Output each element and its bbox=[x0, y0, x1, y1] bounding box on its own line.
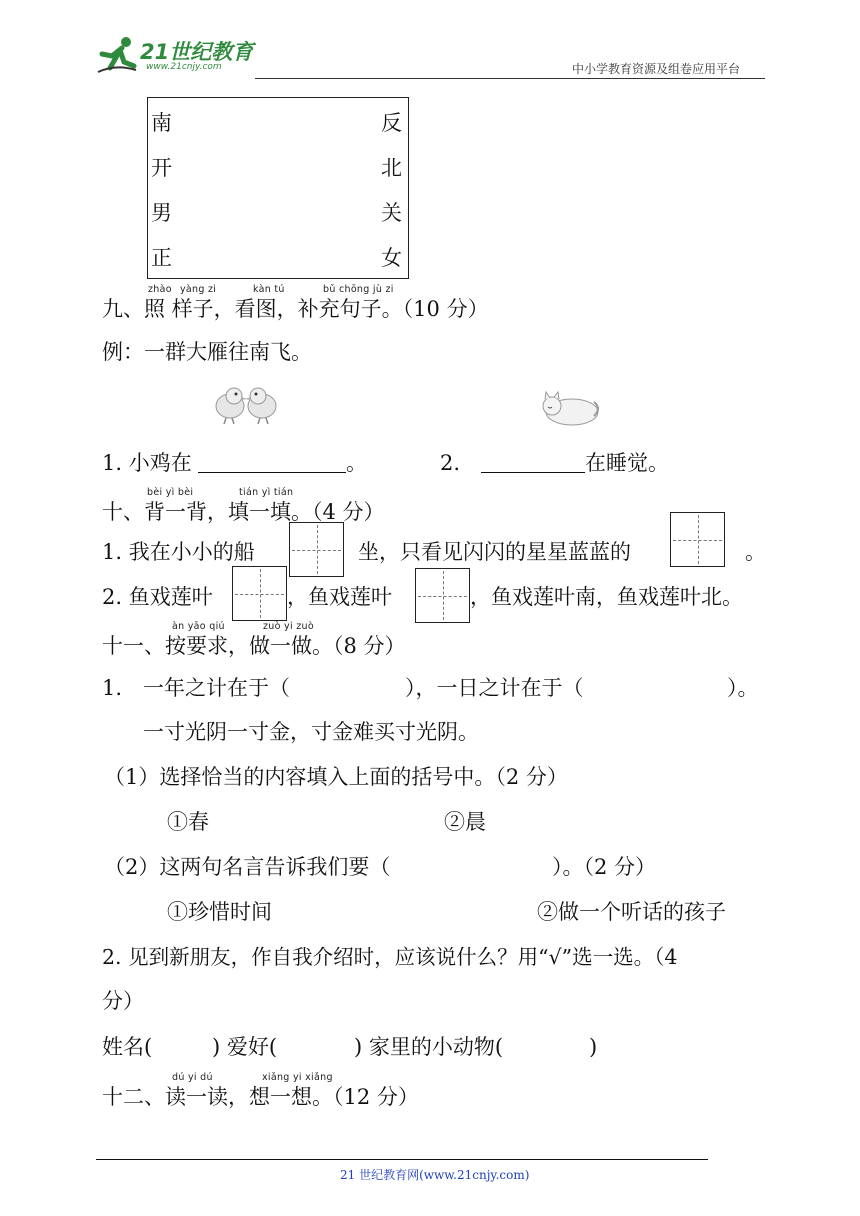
section11-sub1: （1）选择恰当的内容填入上面的括号中。（2 分） bbox=[104, 765, 568, 789]
section10-line1-b: 坐，只看见闪闪的星星蓝蓝的 bbox=[358, 540, 631, 564]
section11-q2-line2: 分） bbox=[102, 989, 144, 1013]
tianzi-box-1[interactable] bbox=[289, 522, 344, 577]
pinyin-yangzi: yàng zi bbox=[180, 284, 217, 295]
tianzi-box-3[interactable] bbox=[232, 566, 287, 621]
match-right-4: 女 bbox=[381, 246, 402, 270]
header-logo bbox=[96, 34, 256, 78]
section9-q2: 2. bbox=[440, 451, 461, 475]
sleeping-cat-picture bbox=[538, 388, 604, 428]
section12-title: 十二、读一读，想一想。（12 分） bbox=[102, 1085, 419, 1109]
section9-q1: 1. 小鸡在 bbox=[102, 451, 192, 475]
chicks-picture bbox=[210, 384, 282, 426]
pinyin-zuoyizuo: zuò yi zuò bbox=[263, 621, 314, 632]
section11-sub1-opt2: ②晨 bbox=[444, 810, 486, 834]
q2-option-end: ) bbox=[589, 1035, 598, 1059]
header-divider bbox=[255, 78, 765, 79]
match-right-3: 关 bbox=[381, 201, 402, 225]
q2-option-pet: ) 家里的小动物( bbox=[354, 1035, 504, 1059]
pinyin-buchongjuzi: bǔ chōng jù zi bbox=[323, 284, 394, 295]
section10-line2-c: ，鱼戏莲叶南，鱼戏莲叶北。 bbox=[470, 585, 743, 609]
match-left-1: 南 bbox=[151, 111, 172, 135]
match-left-3: 男 bbox=[151, 201, 172, 225]
section11-sub2-b: ）。（2 分） bbox=[552, 855, 657, 879]
section11-q1-c: ）。 bbox=[727, 676, 759, 700]
section10-line2-a: 2. 鱼戏莲叶 bbox=[102, 585, 213, 609]
section11-sub1-opt1: ①春 bbox=[167, 810, 209, 834]
section11-q1-line2: 一寸光阴一寸金，寸金难买寸光阴。 bbox=[143, 720, 479, 744]
q2-option-hobby: ) 爱好( bbox=[212, 1035, 278, 1059]
section9-q1-end: 。 bbox=[346, 451, 367, 475]
q1-blank[interactable] bbox=[198, 472, 346, 473]
pinyin-anyaoqiu: àn yāo qiú bbox=[172, 621, 225, 632]
section9-example: 例：一群大雁往南飞。 bbox=[102, 340, 312, 364]
section11-q2-line1: 2. 见到新朋友，作自我介绍时，应该说什么？用“√”选一选。（4 bbox=[102, 945, 678, 969]
section10-line2-b: ，鱼戏莲叶 bbox=[287, 585, 392, 609]
section11-q1-a: 一年之计在于（ bbox=[143, 676, 290, 700]
q2-blank[interactable] bbox=[481, 472, 585, 473]
match-right-1: 反 bbox=[381, 111, 402, 135]
tianzi-box-2[interactable] bbox=[670, 512, 725, 567]
footer-text: 21 世纪教育网(www.21cnjy.com) bbox=[340, 1168, 530, 1182]
section11-title: 十一、按要求，做一做。（8 分） bbox=[102, 634, 406, 658]
pinyin-beiyibei: bèi yì bèi bbox=[147, 487, 194, 498]
section11-q1-num: 1. bbox=[102, 676, 123, 700]
section10-title: 十、背一背，填一填。（4 分） bbox=[102, 500, 385, 524]
pinyin-duyidu: dú yi dú bbox=[172, 1072, 213, 1083]
runner-logo-icon bbox=[96, 34, 138, 74]
footer-divider bbox=[96, 1159, 708, 1160]
section11-sub2-a: （2）这两句名言告诉我们要（ bbox=[104, 855, 391, 879]
section11-sub2-opt2: ②做一个听话的孩子 bbox=[537, 900, 726, 924]
pinyin-kantu: kàn tú bbox=[253, 284, 285, 295]
section10-line1-a: 1. 我在小小的船 bbox=[102, 540, 255, 564]
pinyin-tianyitian: tián yì tián bbox=[239, 487, 294, 498]
match-box bbox=[147, 97, 409, 279]
section11-sub2-opt1: ①珍惜时间 bbox=[167, 900, 272, 924]
match-left-2: 开 bbox=[151, 156, 172, 180]
section11-q1-b: ），一日之计在于（ bbox=[405, 676, 584, 700]
logo-url-text: www.21cnjy.com bbox=[146, 62, 222, 72]
section9-title: 九、照 样子，看图，补充句子。（10 分） bbox=[102, 297, 489, 321]
section9-q2-end: 在睡觉。 bbox=[585, 451, 669, 475]
header-right-text: 中小学教育资源及组卷应用平台 bbox=[572, 62, 741, 76]
section10-line1-c: 。 bbox=[745, 540, 766, 564]
logo-main-text: 21世纪教育 bbox=[140, 40, 254, 64]
match-right-2: 北 bbox=[381, 156, 402, 180]
tianzi-box-4[interactable] bbox=[415, 568, 470, 623]
match-left-4: 正 bbox=[151, 246, 172, 270]
q2-option-name: 姓名( bbox=[102, 1035, 153, 1059]
pinyin-xiangyixiang: xiǎng yi xiǎng bbox=[262, 1072, 333, 1083]
pinyin-zhao: zhào bbox=[148, 284, 172, 295]
